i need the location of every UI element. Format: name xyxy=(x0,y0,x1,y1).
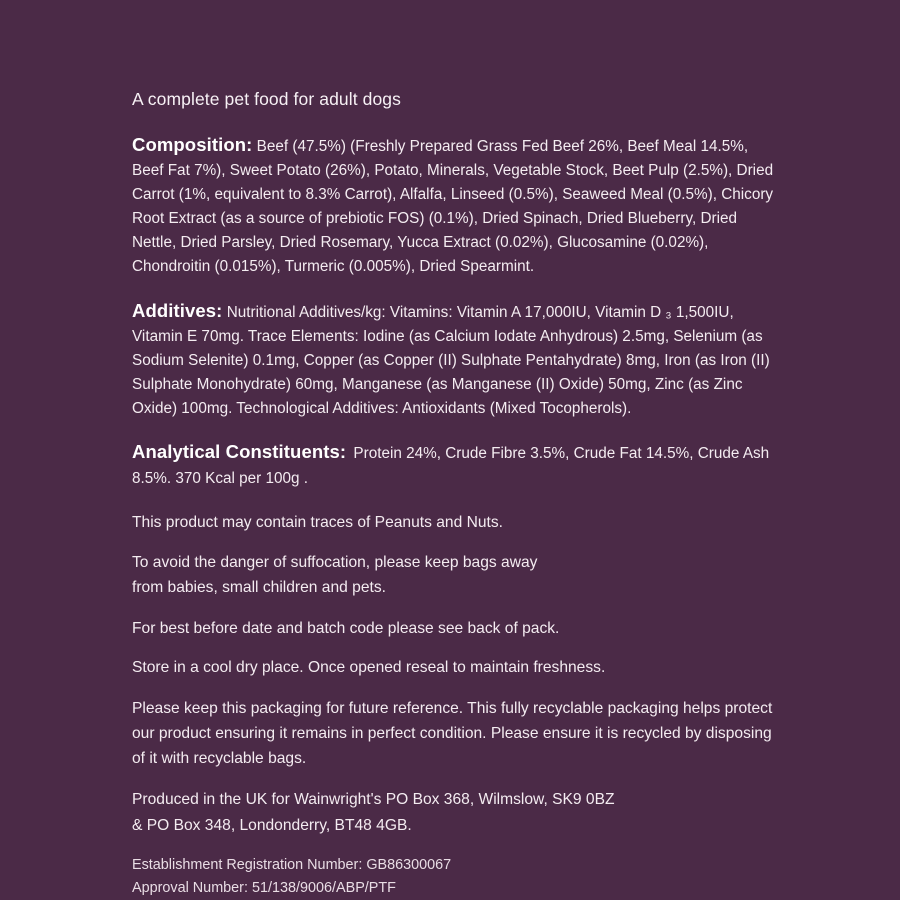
best-before-notice: For best before date and batch code please see back of pack. xyxy=(132,619,560,637)
establishment-registration-number: Establishment Registration Number: GB86300067 xyxy=(132,856,452,873)
recycling-notice: Please keep this packaging for future reference. This fully recyclable packaging helps protect our product ensuring it remains in perfect condition. Please ensure it is recycled by disposing of it with recyclable bags. xyxy=(132,699,773,768)
suffocation-warning-line-2: from babies, small children and pets. xyxy=(132,579,386,597)
suffocation-warning-line-1: To avoid the danger of suffocation, please keep bags away xyxy=(132,554,538,572)
analytical-constituents-heading: Analytical Constituents: xyxy=(132,441,347,463)
producer-address-line-1: Produced in the UK for Wainwright's PO Box 368, Wilmslow, SK9 0BZ xyxy=(132,791,615,809)
producer-address xyxy=(132,787,777,838)
additives-section xyxy=(132,296,777,422)
suffocation-warning xyxy=(132,550,777,601)
storage-instructions: Store in a cool dry place. Once opened reseal to maintain freshness. xyxy=(132,659,606,677)
analytical-constituents-text: Protein 24%, Crude Fibre 3.5%, Crude Fat 14.5%, Crude Ash 8.5%. 370 Kcal per 100g . xyxy=(132,445,770,487)
composition-heading: Composition: xyxy=(132,133,253,155)
pet-food-label xyxy=(132,88,777,900)
allergen-notice: This product may contain traces of Peanuts and Nuts. xyxy=(132,513,503,531)
additives-text: Nutritional Additives/kg: Vitamins: Vitamin A 17,000IU, Vitamin D ₃ 1,500IU, Vitamin E 70mg. Trace Elements: Iodine (as Calcium Iodate Anhydrous) 2.5mg, Selenium (as Sodium Selenite) 0.1mg, Copper (as Copper (II) Sulphate Pentahydrate) 8mg, Iron (as Iron (II) Sulphate Monohydrate) 60mg, Manganese (as Manganese (II) Oxide) 50mg, Zinc (as Zinc Oxide) 100mg. Technological Additives: Antioxidants (Mixed Tocopherols). xyxy=(132,303,770,418)
producer-address-line-2: & PO Box 348, Londonderry, BT48 4GB. xyxy=(132,816,412,834)
composition-section xyxy=(132,130,777,280)
registration-details xyxy=(132,854,777,900)
page-title: A complete pet food for adult dogs xyxy=(132,89,401,109)
approval-number: Approval Number: 51/138/9006/ABP/PTF xyxy=(132,880,396,897)
composition-text: Beef (47.5%) (Freshly Prepared Grass Fed Beef 26%, Beef Meal 14.5%, Beef Fat 7%), Sweet Potato (26%), Potato, Minerals, Vegetable Stock, Beet Pulp (2.5%), Dried Carrot (1%, equivalent to 8.3% Carrot), Alfalfa, Linseed (0.5%), Seaweed Meal (0.5%), Chicory Root Extract (as a source of prebiotic FOS) (0.1%), Dried Spinach, Dried Blueberry, Dried Nettle, Dried Parsley, Dried Rosemary, Yucca Extract (0.02%), Glucosamine (0.02%), Chondroitin (0.015%), Turmeric (0.005%), Dried Spearmint. xyxy=(132,137,774,276)
additives-heading: Additives: xyxy=(132,299,223,321)
analytical-constituents-section xyxy=(132,437,777,490)
